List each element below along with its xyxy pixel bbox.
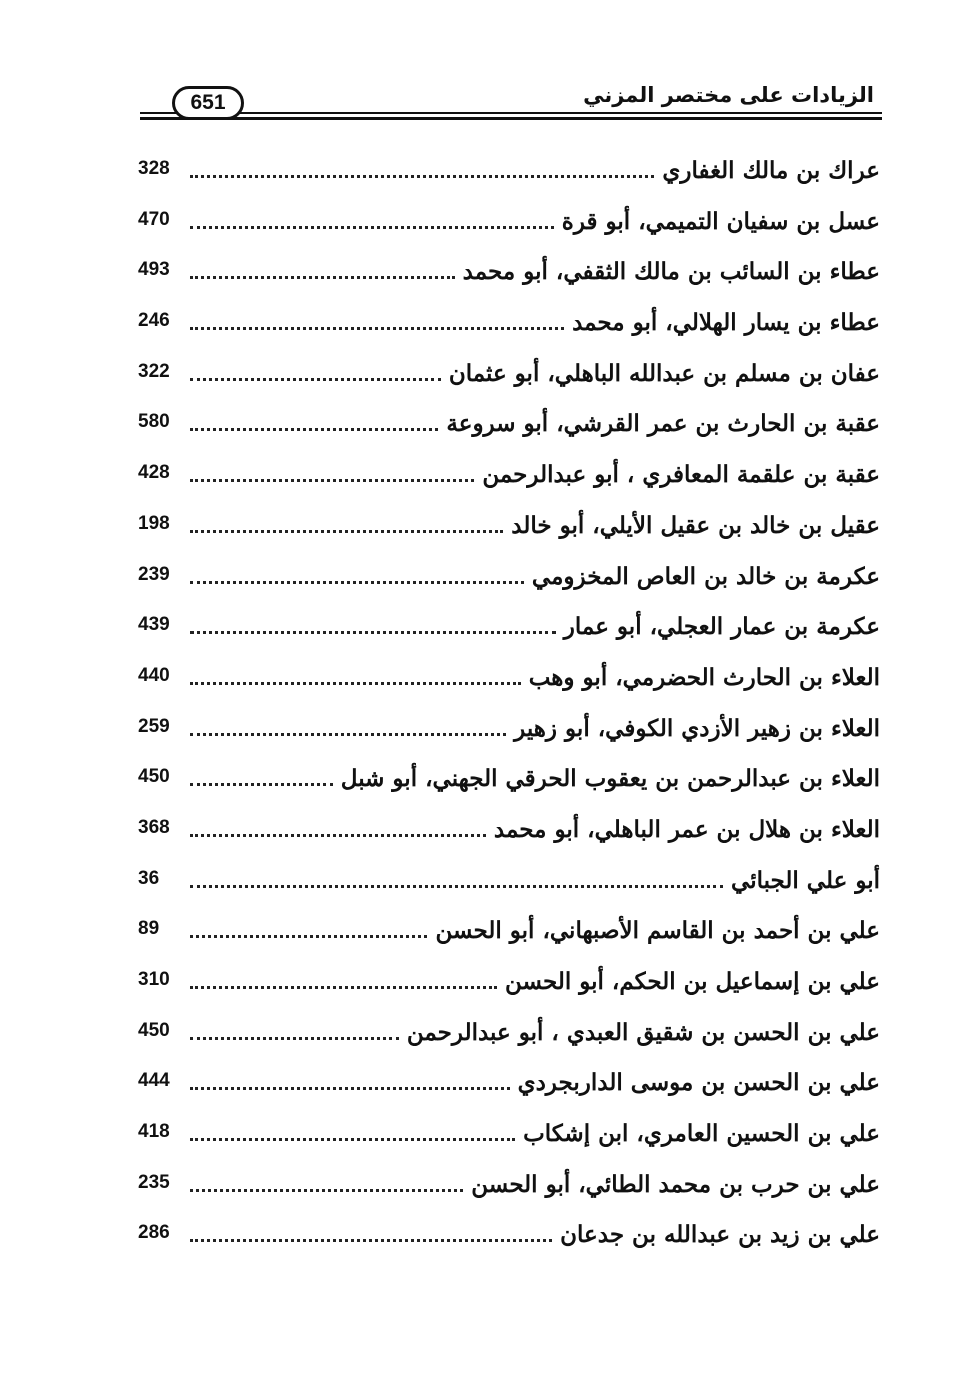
entry-name: عقيل بن خالد بن عقيل الأيلي، أبو خالد — [503, 509, 880, 543]
page-header — [140, 80, 882, 130]
dot-leader — [190, 458, 474, 482]
entry-page-number: 322 — [138, 360, 170, 382]
entry-page-number: 239 — [138, 563, 170, 585]
dot-leader — [190, 712, 506, 736]
page-number-badge: 651 — [172, 86, 244, 120]
dot-leader — [190, 1016, 399, 1040]
entry-page-number: 439 — [138, 614, 170, 636]
entry-name: عسل بن سفيان التميمي، أبو قرة — [554, 205, 880, 239]
index-entry — [138, 813, 880, 864]
entry-name: أبو علي الجبائي — [723, 864, 880, 898]
dot-leader — [190, 154, 654, 178]
index-entry — [138, 357, 880, 408]
entry-name: عطاء بن يسار الهلالي، أبو محمد — [564, 306, 880, 340]
entry-page-number: 259 — [138, 715, 170, 737]
dot-leader — [190, 509, 503, 533]
header-rule-top — [140, 112, 882, 114]
entry-page-number: 368 — [138, 816, 170, 838]
index-entry — [138, 1016, 880, 1067]
entry-name: عقبة بن علقمة المعافري ، أبو عبدالرحمن — [474, 458, 880, 492]
entry-name: العلاء بن زهير الأزدي الكوفي، أبو زهير — [506, 712, 880, 746]
entry-name: العلاء بن عبدالرحمن بن يعقوب الحرقي الجهني، أبو شبل — [333, 762, 880, 796]
index-entry — [138, 509, 880, 560]
entry-name: العلاء بن هلال بن عمر الباهلي، أبو محمد — [486, 813, 880, 847]
entry-page-number: 198 — [138, 512, 170, 534]
index-entry — [138, 762, 880, 813]
entry-name: عكرمة بن عمار العجلي، أبو عمار — [556, 610, 880, 644]
index-entry — [138, 1168, 880, 1219]
dot-leader — [190, 914, 427, 938]
dot-leader — [190, 357, 441, 381]
entry-page-number: 444 — [138, 1070, 170, 1092]
entry-page-number: 450 — [138, 1019, 170, 1041]
dot-leader — [190, 1117, 515, 1141]
index-entry — [138, 864, 880, 915]
book-title: الزيادات على مختصر المزني — [583, 83, 874, 107]
index-entry — [138, 407, 880, 458]
index-entry — [138, 914, 880, 965]
dot-leader — [190, 610, 556, 634]
dot-leader — [190, 661, 521, 685]
dot-leader — [190, 762, 333, 786]
entry-name: عفان بن مسلم بن عبدالله الباهلي، أبو عثمان — [441, 357, 880, 391]
index-list — [138, 154, 880, 1269]
entry-page-number: 580 — [138, 411, 170, 433]
dot-leader — [190, 1066, 510, 1090]
entry-name: علي بن الحسين العامري، ابن إشكاب — [515, 1117, 880, 1151]
index-entry — [138, 154, 880, 205]
dot-leader — [190, 205, 554, 229]
index-entry — [138, 965, 880, 1016]
entry-name: علي بن إسماعيل بن الحكم، أبو الحسن — [497, 965, 880, 999]
entry-name: عقبة بن الحارث بن عمر القرشي، أبو سروعة — [438, 407, 880, 441]
entry-name: علي بن الحسن بن شقيق العبدي ، أبو عبدالرحمن — [399, 1016, 880, 1050]
entry-page-number: 286 — [138, 1222, 170, 1244]
entry-name: علي بن الحسن بن موسى الداربجردي — [510, 1066, 880, 1100]
entry-page-number: 246 — [138, 310, 170, 332]
index-entry — [138, 205, 880, 256]
index-entry — [138, 610, 880, 661]
dot-leader — [190, 1218, 552, 1242]
entry-page-number: 418 — [138, 1121, 170, 1143]
dot-leader — [190, 864, 723, 888]
dot-leader — [190, 813, 486, 837]
entry-page-number: 328 — [138, 158, 170, 179]
entry-name: العلاء بن الحارث الحضرمي، أبو وهب — [521, 661, 880, 695]
dot-leader — [190, 1168, 463, 1192]
entry-name: عكرمة بن خالد بن العاص المخزومي — [524, 560, 880, 594]
entry-page-number: 440 — [138, 664, 170, 686]
entry-name: علي بن أحمد بن القاسم الأصبهاني، أبو الحسن — [427, 914, 880, 948]
dot-leader — [190, 407, 438, 431]
index-entry — [138, 458, 880, 509]
index-entry — [138, 306, 880, 357]
dot-leader — [190, 965, 497, 989]
entry-page-number: 493 — [138, 259, 170, 281]
dot-leader — [190, 306, 564, 330]
entry-name: علي بن حرب بن محمد الطائي، أبو الحسن — [463, 1168, 880, 1202]
entry-page-number: 428 — [138, 462, 170, 484]
index-entry — [138, 1117, 880, 1168]
entry-name: عطاء بن السائب بن مالك الثقفي، أبو محمد — [455, 255, 880, 289]
entry-page-number: 470 — [138, 208, 170, 230]
entry-name: عراك بن مالك الغفاري — [654, 154, 880, 188]
entry-page-number: 235 — [138, 1171, 170, 1193]
index-entry — [138, 560, 880, 611]
index-entry — [138, 1066, 880, 1117]
index-entry — [138, 712, 880, 763]
header-rule-bottom — [140, 117, 882, 120]
index-entry — [138, 1218, 880, 1269]
dot-leader — [190, 560, 524, 584]
entry-page-number: 450 — [138, 766, 170, 788]
entry-page-number: 89 — [138, 918, 160, 940]
index-entry — [138, 661, 880, 712]
dot-leader — [190, 255, 455, 279]
entry-page-number: 36 — [138, 867, 160, 889]
index-entry — [138, 255, 880, 306]
entry-name: علي بن زيد بن عبدالله بن جدعان — [552, 1218, 880, 1252]
entry-page-number: 310 — [138, 969, 170, 990]
